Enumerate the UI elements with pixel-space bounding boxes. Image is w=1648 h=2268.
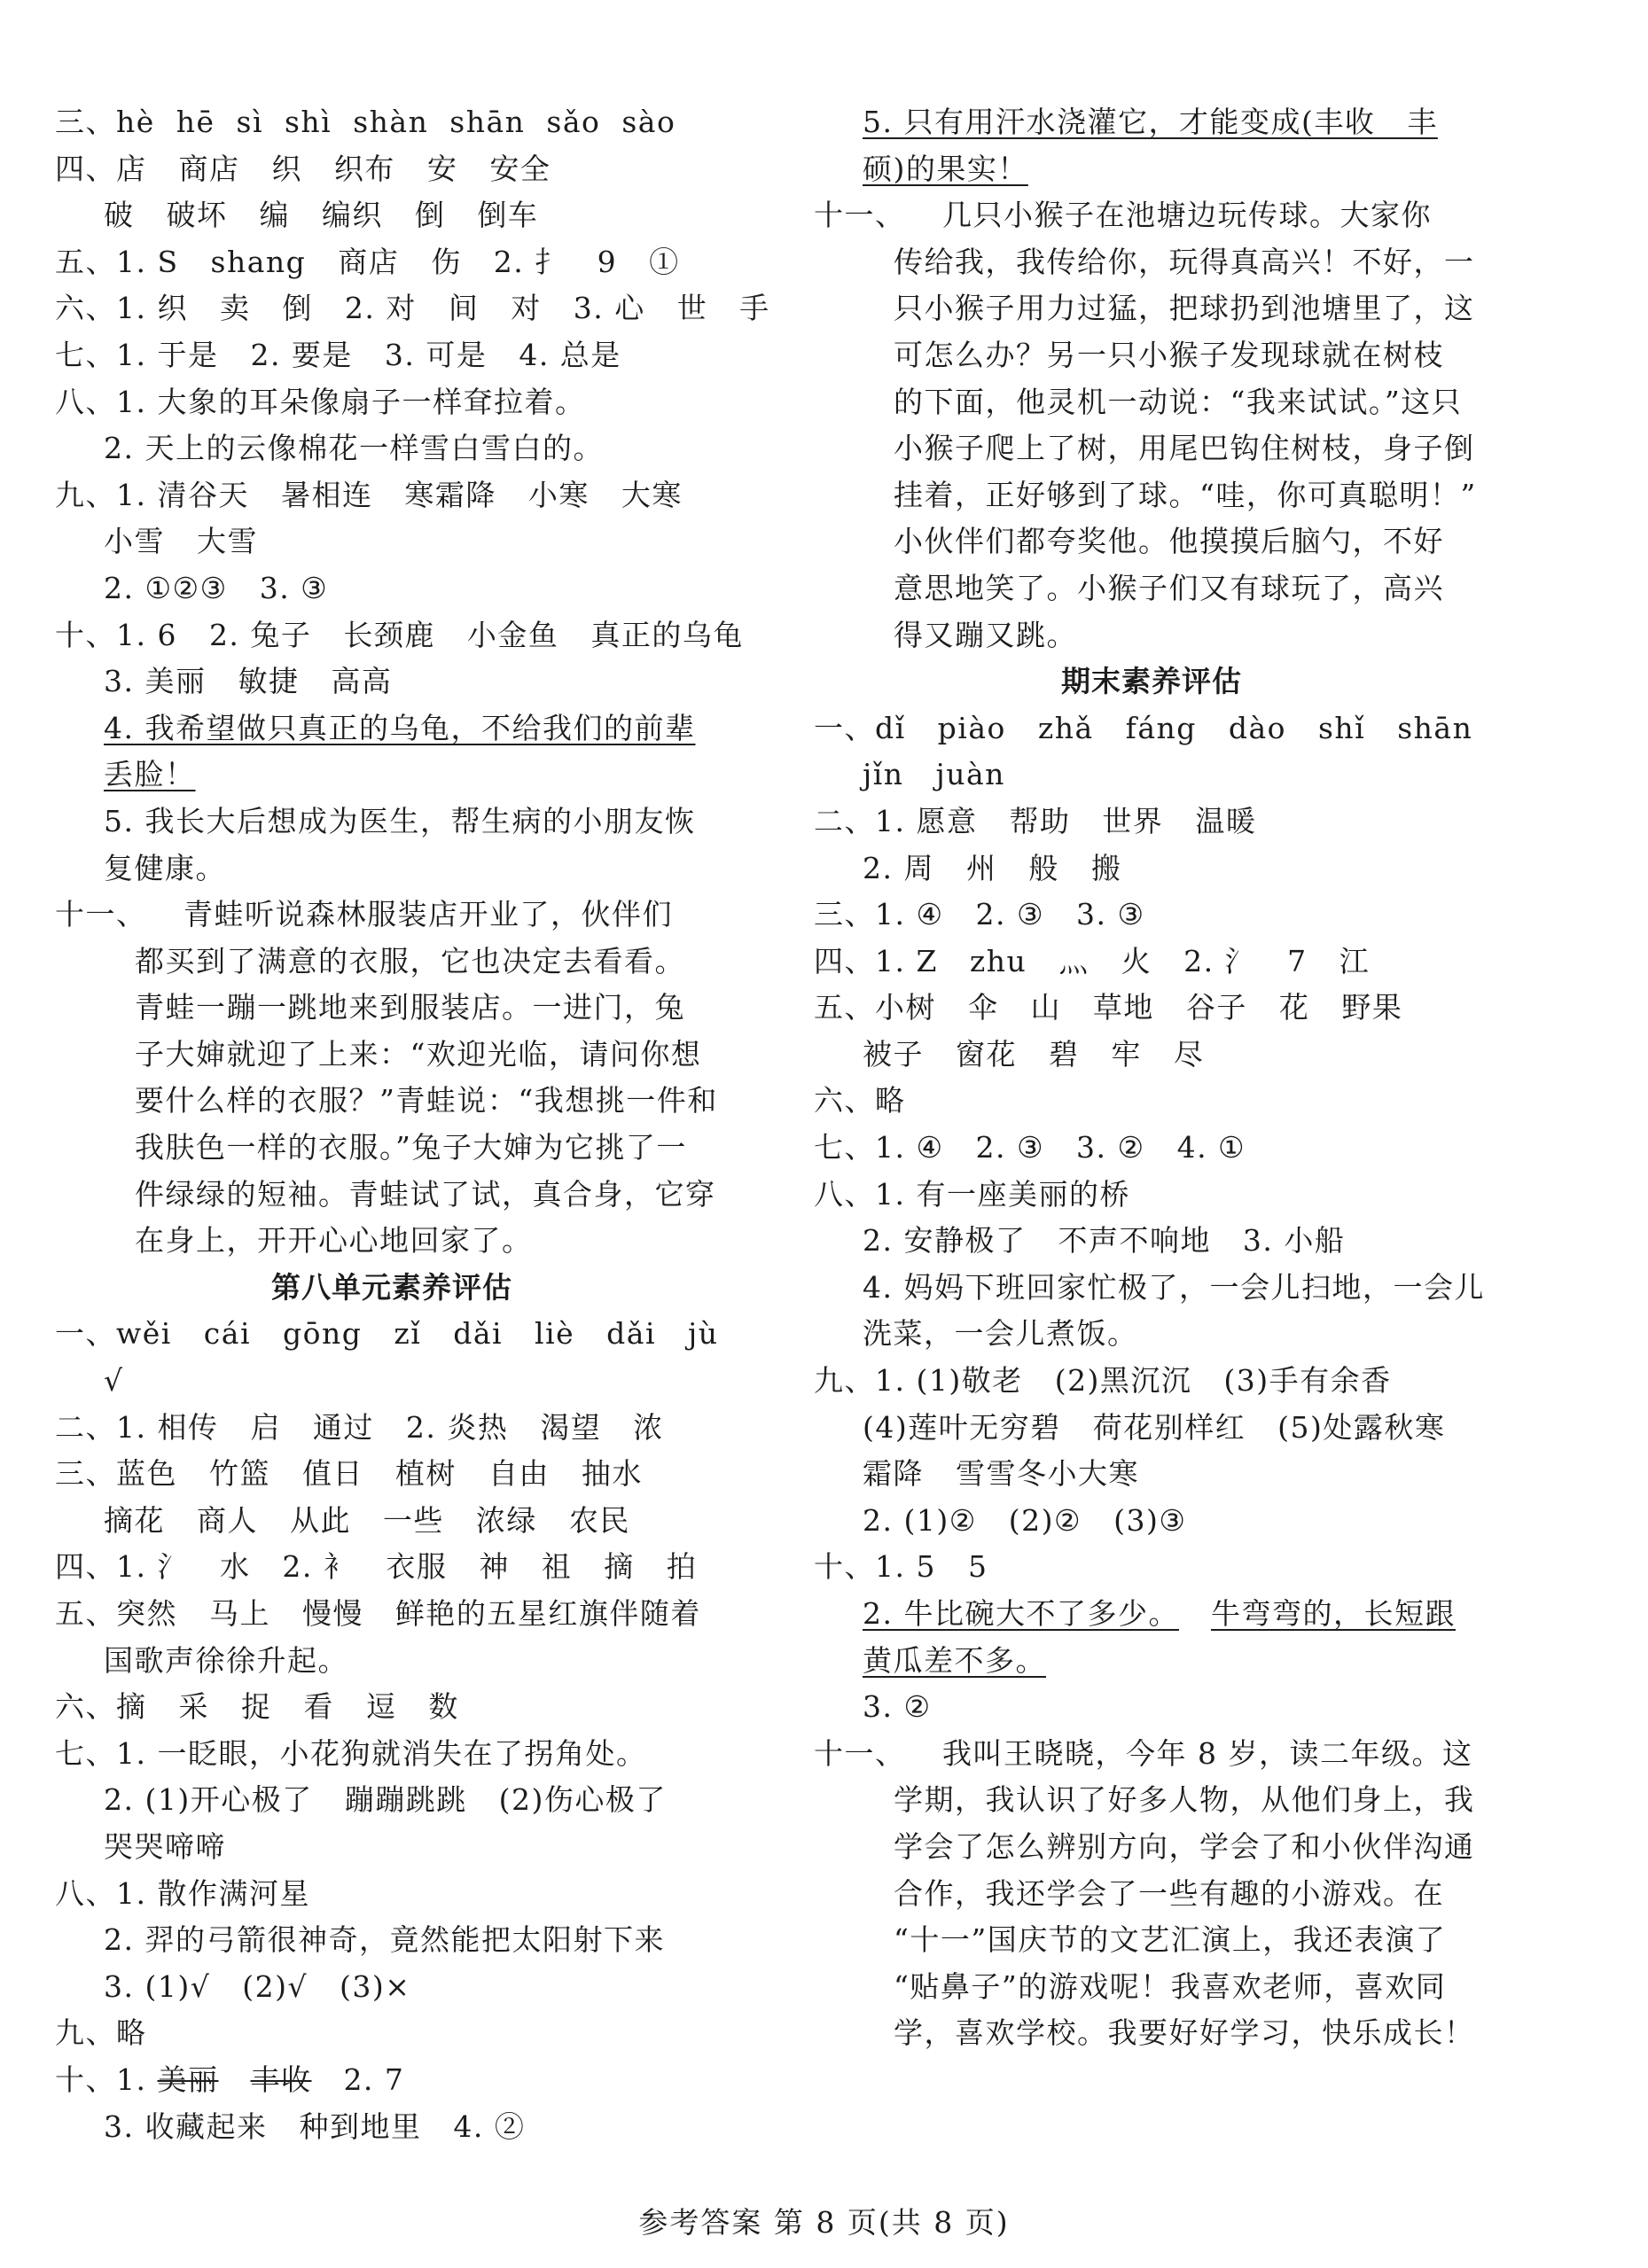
answer-text: 1. 于是 2. 要是 3. 可是 4. 总是 — [116, 337, 621, 372]
answer-text: 哭哭啼啼 — [104, 1828, 226, 1864]
composition-text: 可怎么办？另一只小猴子发现球就在树枝 — [894, 337, 1444, 372]
answer-line — [55, 1731, 729, 1778]
answer-line — [814, 752, 1489, 799]
question-label: 十一、 — [814, 1735, 906, 1771]
composition-line — [814, 565, 1489, 612]
composition-line — [814, 425, 1489, 472]
answer-text: 硕)的果实！ — [863, 151, 1028, 186]
answer-text: dǐ piào zhǎ fáng dào shǐ shān — [875, 710, 1473, 745]
answer-text: 1. (1)敬老 (2)黑沉沉 (3)手有余香 — [875, 1363, 1392, 1399]
struck-answer: 丰收 — [250, 2061, 312, 2097]
composition-text: 小猴子爬上了树，用尾巴钩住树枝，身子倒 — [894, 431, 1475, 466]
answer-line — [814, 1078, 1489, 1125]
answer-line — [55, 705, 729, 752]
question-label: 五、 — [814, 990, 875, 1025]
answer-text: 1. 愿意 帮助 世界 温暖 — [875, 803, 1257, 838]
answer-line — [55, 285, 770, 332]
answer-line — [55, 1871, 729, 1918]
answer-text: 3. (1)√ (2)√ (3)× — [104, 1968, 411, 2004]
answer-text: 1. 5 5 — [875, 1549, 988, 1585]
question-label: 八、 — [814, 1176, 875, 1212]
question-label: 九、 — [55, 2015, 116, 2051]
underlined-answer: 黄瓜差不多。 — [863, 1642, 1046, 1678]
answer-text: (4)莲叶无穷碧 荷花别样红 (5)处露秋寒 — [863, 1409, 1446, 1445]
composition-line — [814, 1777, 1489, 1824]
composition-text: 在身上，开开心心地回家了。 — [135, 1223, 533, 1259]
composition-text: 的下面，他灵机一动说：“我来试试。”这只 — [894, 384, 1463, 419]
answer-line — [55, 1451, 729, 1498]
composition-line — [55, 892, 729, 939]
unit8-title: 第八单元素养评估 — [271, 1269, 512, 1305]
question-label: 十、 — [55, 2061, 116, 2097]
answer-line — [55, 518, 729, 565]
answer-text: 2. ①②③ 3. ③ — [104, 570, 329, 605]
answer-text: 2. 羿的弓箭很神奇，竟然能把太阳射下来 — [104, 1922, 665, 1958]
composition-line — [814, 2010, 1489, 2057]
answer-text: 摘 采 捉 看 逗 数 — [116, 1689, 459, 1725]
answer-line — [55, 2010, 729, 2057]
question-label: 五、 — [55, 244, 116, 279]
left-composition — [55, 892, 729, 1265]
composition-line — [814, 239, 1489, 286]
answer-line — [55, 612, 744, 659]
answer-text: 略 — [875, 1083, 906, 1118]
answer-line — [814, 1358, 1489, 1405]
answer-line — [55, 1311, 729, 1358]
answer-text: 破 破坏 编 编织 倒 倒车 — [104, 198, 539, 233]
answer-line — [55, 425, 729, 472]
question-label: 十、 — [55, 617, 116, 652]
composition-text: 要什么样的衣服？”青蛙说：“我想挑一件和 — [135, 1083, 718, 1118]
answer-line — [814, 99, 1489, 146]
answer-line — [55, 752, 729, 799]
composition-text: “贴鼻子”的游戏呢！我喜欢老师，喜欢同 — [894, 1968, 1447, 2004]
right-answers-section — [814, 99, 1489, 192]
composition-line — [814, 518, 1489, 565]
answer-text: 国歌声徐徐升起。 — [104, 1642, 348, 1678]
answer-text: 1. ④ 2. ③ 3. ③ — [875, 897, 1145, 932]
final-question-ten-line — [814, 1638, 1489, 1685]
composition-text: 我叫王晓晓，今年 8 岁，读二年级。这 — [942, 1735, 1473, 1771]
composition-text: 学会了怎么辨别方向，学会了和小伙伴沟通 — [894, 1828, 1475, 1864]
answer-text: 2. 安静极了 不声不响地 3. 小船 — [863, 1223, 1346, 1259]
answer-text: 1. 织 卖 倒 2. 对 间 对 3. 心 世 手 — [116, 291, 770, 326]
answer-text: 摘花 商人 从此 一些 浓绿 农民 — [104, 1502, 630, 1538]
answer-text: 1. S shang 商店 伤 2. 扌 9 ① — [116, 244, 680, 279]
question-label: 十一、 — [55, 897, 147, 932]
answer-line — [55, 1964, 729, 2011]
composition-line — [814, 379, 1489, 426]
question-label: 四、 — [55, 1549, 116, 1585]
composition-text: 意思地笑了。小猴子们又有球玩了，高兴 — [894, 570, 1444, 605]
answer-line — [814, 1405, 1489, 1452]
question-label: 七、 — [55, 1735, 116, 1771]
answer-line — [55, 192, 729, 239]
question-label: 七、 — [55, 337, 116, 372]
final-question-ten-line — [814, 1684, 1489, 1731]
question-label: 十、 — [814, 1549, 875, 1585]
question-label: 三、 — [55, 1456, 116, 1492]
question-label: 二、 — [814, 803, 875, 838]
answer-prefix: 1. — [116, 2061, 158, 2097]
answer-text: 复健康。 — [104, 850, 226, 885]
answer-text: jǐn juàn — [863, 757, 1005, 792]
left-answers-section — [55, 99, 770, 892]
composition-line — [55, 1032, 729, 1079]
answer-text: 店 商店 织 织布 安 安全 — [116, 151, 551, 186]
answer-text: 1. 6 2. 兔子 长颈鹿 小金鱼 真正的乌龟 — [116, 617, 744, 652]
composition-text: 学，喜欢学校。我要好好学习，快乐成长！ — [894, 2015, 1475, 2051]
answer-text: 蓝色 竹篮 值日 植树 自由 抽水 — [116, 1456, 643, 1492]
answer-line — [814, 1311, 1489, 1358]
composition-text: 青蛙一蹦一跳地来到服装店。一进门，兔 — [135, 990, 685, 1025]
answer-text: 小雪 大雪 — [104, 524, 258, 559]
answer-text: 1. Z zhu 灬 火 2. 氵 7 江 — [875, 943, 1371, 978]
composition-line — [814, 612, 1489, 659]
answer-line — [814, 1172, 1489, 1219]
composition-line — [814, 1917, 1489, 1964]
composition-text: 得又蹦又跳。 — [894, 617, 1077, 652]
answer-line — [55, 1777, 729, 1824]
composition-text: 合作，我还学会了一些有趣的小游戏。在 — [894, 1875, 1444, 1911]
composition-line — [814, 332, 1489, 379]
composition-text: 学期，我认识了好多人物，从他们身上，我 — [894, 1782, 1475, 1818]
question-label: 八、 — [55, 1875, 116, 1911]
final-answers — [814, 705, 1489, 1591]
answer-text: 突然 马上 慢慢 鲜艳的五星红旗伴随着 — [116, 1596, 701, 1631]
composition-text: 挂着，正好够到了球。“哇，你可真聪明！” — [894, 477, 1477, 512]
question-label: 二、 — [55, 1409, 116, 1445]
underlined-answer: 2. 牛比碗大不了多少。 — [863, 1596, 1179, 1631]
answer-line — [814, 1498, 1489, 1545]
composition-text: “十一”国庆节的文艺汇演上，我还表演了 — [894, 1922, 1447, 1958]
answer-line — [55, 2104, 729, 2151]
question-label: 一、 — [814, 710, 875, 745]
composition-text: 子大婶就迎了上来：“欢迎光临，请问你想 — [135, 1036, 702, 1072]
answer-text: 1. 大象的耳朵像扇子一样耷拉着。 — [116, 384, 586, 419]
answer-text: 1. 相传 启 通过 2. 炎热 渴望 浓 — [116, 1409, 664, 1445]
answer-line — [55, 379, 729, 426]
answer-line — [814, 1451, 1489, 1498]
composition-line — [814, 285, 1489, 332]
answer-line — [55, 1498, 729, 1545]
composition-line — [55, 1078, 729, 1125]
question-label: 三、 — [55, 105, 116, 139]
page-footer: 参考答案 第 8 页(共 8 页) — [638, 2205, 1010, 2240]
composition-text: 小伙伴们都夸奖他。他摸摸后脑勺，不好 — [894, 524, 1444, 559]
unit8-question-ten — [55, 2057, 729, 2104]
answer-line — [55, 1824, 729, 1871]
question-label: 六、 — [814, 1083, 875, 1118]
composition-text: 件绿绿的短袖。青蛙试了试，真合身，它穿 — [135, 1176, 716, 1212]
answer-line — [55, 799, 729, 846]
answer-line — [55, 1917, 729, 1964]
answer-line — [55, 99, 729, 146]
question-label: 八、 — [55, 384, 116, 419]
question-label: 四、 — [814, 943, 875, 978]
right-column — [814, 99, 1489, 2057]
final-composition — [814, 1731, 1489, 2057]
composition-text: 我肤色一样的衣服。”兔子大婶为它挑了一 — [135, 1130, 687, 1165]
answer-line — [814, 939, 1489, 986]
composition-line — [814, 1824, 1489, 1871]
question-label: 六、 — [55, 1689, 116, 1725]
question-label: 七、 — [814, 1130, 875, 1165]
composition-text: 青蛙听说森林服装店开业了，伙伴们 — [184, 897, 673, 932]
answer-text: 1. 有一座美丽的桥 — [875, 1176, 1130, 1212]
answer-line — [55, 846, 729, 892]
composition-line — [55, 939, 729, 986]
answer-text: 霜降 雪雪冬小大寒 — [863, 1456, 1139, 1492]
answer-text: wěi cái gōng zǐ dǎi liè dǎi jù — [116, 1316, 719, 1352]
answer-text: 1. ④ 2. ③ 3. ② 4. ① — [875, 1130, 1246, 1165]
answer-text: 略 — [116, 2015, 147, 2051]
composition-line — [814, 192, 1489, 239]
answer-text: 4. 妈妈下班回家忙极了，一会儿扫地，一会儿 — [863, 1269, 1485, 1305]
answer-text: 2. 天上的云像棉花一样雪白雪白的。 — [104, 431, 604, 466]
question-label: 五、 — [55, 1596, 116, 1631]
answer-line — [55, 1591, 729, 1638]
answer-line — [55, 332, 729, 379]
answer-line — [814, 705, 1489, 752]
answer-line — [814, 1218, 1489, 1265]
question-label: 一、 — [55, 1316, 116, 1352]
answer-line — [55, 1358, 729, 1405]
struck-answer: 美丽 — [157, 2061, 219, 2097]
composition-text: 几只小猴子在池塘边玩传球。大家你 — [942, 198, 1432, 233]
answer-text: 5. 我长大后想成为医生，帮生病的小朋友恢 — [104, 803, 696, 838]
answer-text: 丢脸！ — [104, 757, 196, 792]
underlined-answer: 牛弯弯的，长短跟 — [1210, 1596, 1456, 1631]
final-question-ten-line — [814, 1591, 1489, 1638]
unit8-question-ten-rest — [55, 2104, 729, 2151]
answer-line — [814, 146, 1489, 193]
question-label: 三、 — [814, 897, 875, 932]
composition-line — [814, 1871, 1489, 1918]
left-column — [55, 99, 770, 2150]
answer-text: hè hē sì shì shàn shān sǎo sào — [116, 105, 676, 139]
answer-text: 4. 我希望做只真正的乌龟，不给我们的前辈 — [104, 710, 696, 745]
answer-text: √ — [104, 1363, 124, 1399]
answer-line — [55, 659, 729, 705]
answer-text: 1. 散作满河星 — [116, 1875, 310, 1911]
answer-line — [814, 799, 1489, 846]
answer-line — [814, 846, 1489, 892]
question-label: 九、 — [55, 477, 116, 512]
answer-text: 1. 清谷天 暑相连 寒霜降 小寒 大寒 — [116, 477, 683, 512]
composition-line — [55, 1172, 729, 1219]
composition-line — [814, 1731, 1489, 1778]
composition-text: 都买到了满意的衣服，它也决定去看看。 — [135, 943, 685, 978]
answer-text: 被子 窗花 碧 牢 尽 — [863, 1036, 1205, 1072]
answer-text: 小树 伞 山 草地 谷子 花 野果 — [875, 990, 1403, 1025]
answer-line — [814, 892, 1489, 939]
unit8-answers — [55, 1311, 729, 2057]
answer-text: 3. 收藏起来 种到地里 4. ② — [104, 2108, 526, 2144]
answer-line — [55, 239, 729, 286]
answer-text: 2. (1)② (2)② (3)③ — [863, 1502, 1187, 1538]
answer-text: 洗菜，一会儿煮饭。 — [863, 1316, 1138, 1352]
answer-line — [55, 1684, 729, 1731]
question-label: 十一、 — [814, 198, 906, 233]
answer-line — [814, 1032, 1489, 1079]
answer-line — [814, 1544, 1489, 1591]
answer-line — [55, 146, 729, 193]
answer-line — [55, 472, 729, 519]
composition-text: 传给我，我传给你，玩得真高兴！不好，一 — [894, 244, 1475, 279]
composition-line — [814, 472, 1489, 519]
answer-text: 1. 一眨眼，小花狗就消失在了拐角处。 — [116, 1735, 647, 1771]
answer-line — [814, 985, 1489, 1032]
question-label: 九、 — [814, 1363, 875, 1399]
answer-line — [814, 1265, 1489, 1312]
answer-line — [55, 1638, 729, 1685]
question-label: 六、 — [55, 291, 116, 326]
answer-text: 3. ② — [863, 1689, 932, 1725]
composition-line — [55, 1125, 729, 1172]
composition-line — [55, 1218, 729, 1265]
answer-text: 5. 只有用汗水浇灌它，才能变成(丰收 丰 — [863, 105, 1438, 139]
answer-text: 2. (1)开心极了 蹦蹦跳跳 (2)伤心极了 — [104, 1782, 667, 1818]
question-label: 四、 — [55, 151, 116, 186]
answer-line — [55, 565, 729, 612]
answer-suffix: 2. 7 — [311, 2061, 405, 2097]
answer-line — [814, 1125, 1489, 1172]
final-title: 期末素养评估 — [1061, 664, 1242, 699]
composition-line — [55, 985, 729, 1032]
answer-line — [55, 1405, 729, 1452]
composition-text: 只小猴子用力过猛，把球扔到池塘里了，这 — [894, 291, 1475, 326]
right-composition — [814, 192, 1489, 659]
answer-text: 2. 周 州 般 搬 — [863, 850, 1122, 885]
composition-line — [814, 1964, 1489, 2011]
answer-line — [55, 1544, 729, 1591]
answer-text: 1. 氵 水 2. 衤 衣服 神 祖 摘 拍 — [116, 1549, 698, 1585]
answer-text: 3. 美丽 敏捷 高高 — [104, 664, 393, 699]
